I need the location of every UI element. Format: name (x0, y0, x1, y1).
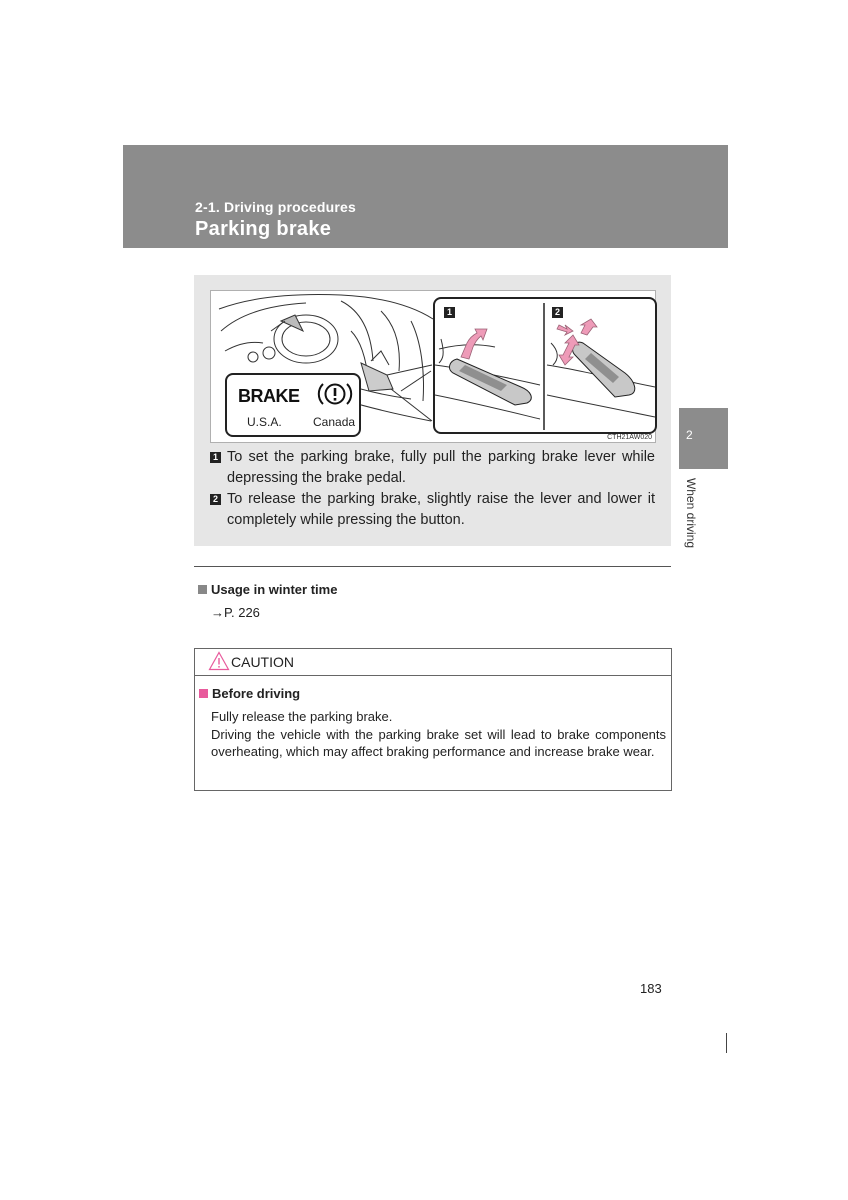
chapter-side-label: When driving (684, 477, 698, 549)
gray-square-icon (198, 585, 207, 594)
page-title: Parking brake (195, 218, 332, 240)
caution-subheading-text: Before driving (212, 686, 301, 701)
label-canada: Canada (313, 415, 356, 429)
step-2 (210, 489, 655, 531)
step-1-text: To set the parking brake, fully pull the parking brake lever while depressing the brake pedal. (227, 449, 655, 486)
brake-warning-icon (315, 379, 355, 409)
step-1-badge: 1 (210, 452, 221, 463)
chapter-header (123, 145, 728, 248)
lever-inset-frame (433, 297, 657, 434)
section-divider (194, 566, 671, 567)
figure-code: CTH21AW020 (607, 434, 652, 441)
warning-triangle-icon (208, 651, 230, 671)
brake-word-usa: BRAKE (238, 386, 300, 406)
step-2-badge: 2 (210, 494, 221, 505)
caution-body (211, 708, 666, 761)
chapter-tab-number: 2 (686, 428, 693, 442)
usage-heading (198, 582, 337, 597)
usage-heading-text: Usage in winter time (211, 582, 338, 597)
brake-warning-light-box (225, 373, 361, 437)
caution-label: CAUTION (231, 654, 294, 670)
step-2-text: To release the parking brake, slightly raise the lever and lower it completely while pressing the button. (227, 491, 655, 528)
page-number: 183 (640, 981, 662, 996)
inset-badge-1: 1 (444, 307, 455, 318)
caution-line-1: Fully release the parking brake. (211, 709, 393, 724)
page-reference-link[interactable]: →P. 226 (211, 605, 260, 620)
crop-mark-bottom (726, 1033, 727, 1053)
caution-box (194, 648, 672, 791)
parking-brake-illustration (210, 290, 656, 443)
step-1 (210, 447, 655, 489)
inset-badge-2: 2 (552, 307, 563, 318)
lever-drawings (435, 299, 657, 434)
caution-header (195, 649, 671, 676)
pink-square-icon (199, 689, 208, 698)
label-usa: U.S.A. (247, 415, 282, 429)
section-label: 2-1. Driving procedures (195, 199, 356, 215)
caution-subheading (199, 686, 300, 701)
caution-line-2: Driving the vehicle with the parking brake set will lead to brake components overheating, which may affect braking performance and increase brake wear. (211, 726, 666, 759)
